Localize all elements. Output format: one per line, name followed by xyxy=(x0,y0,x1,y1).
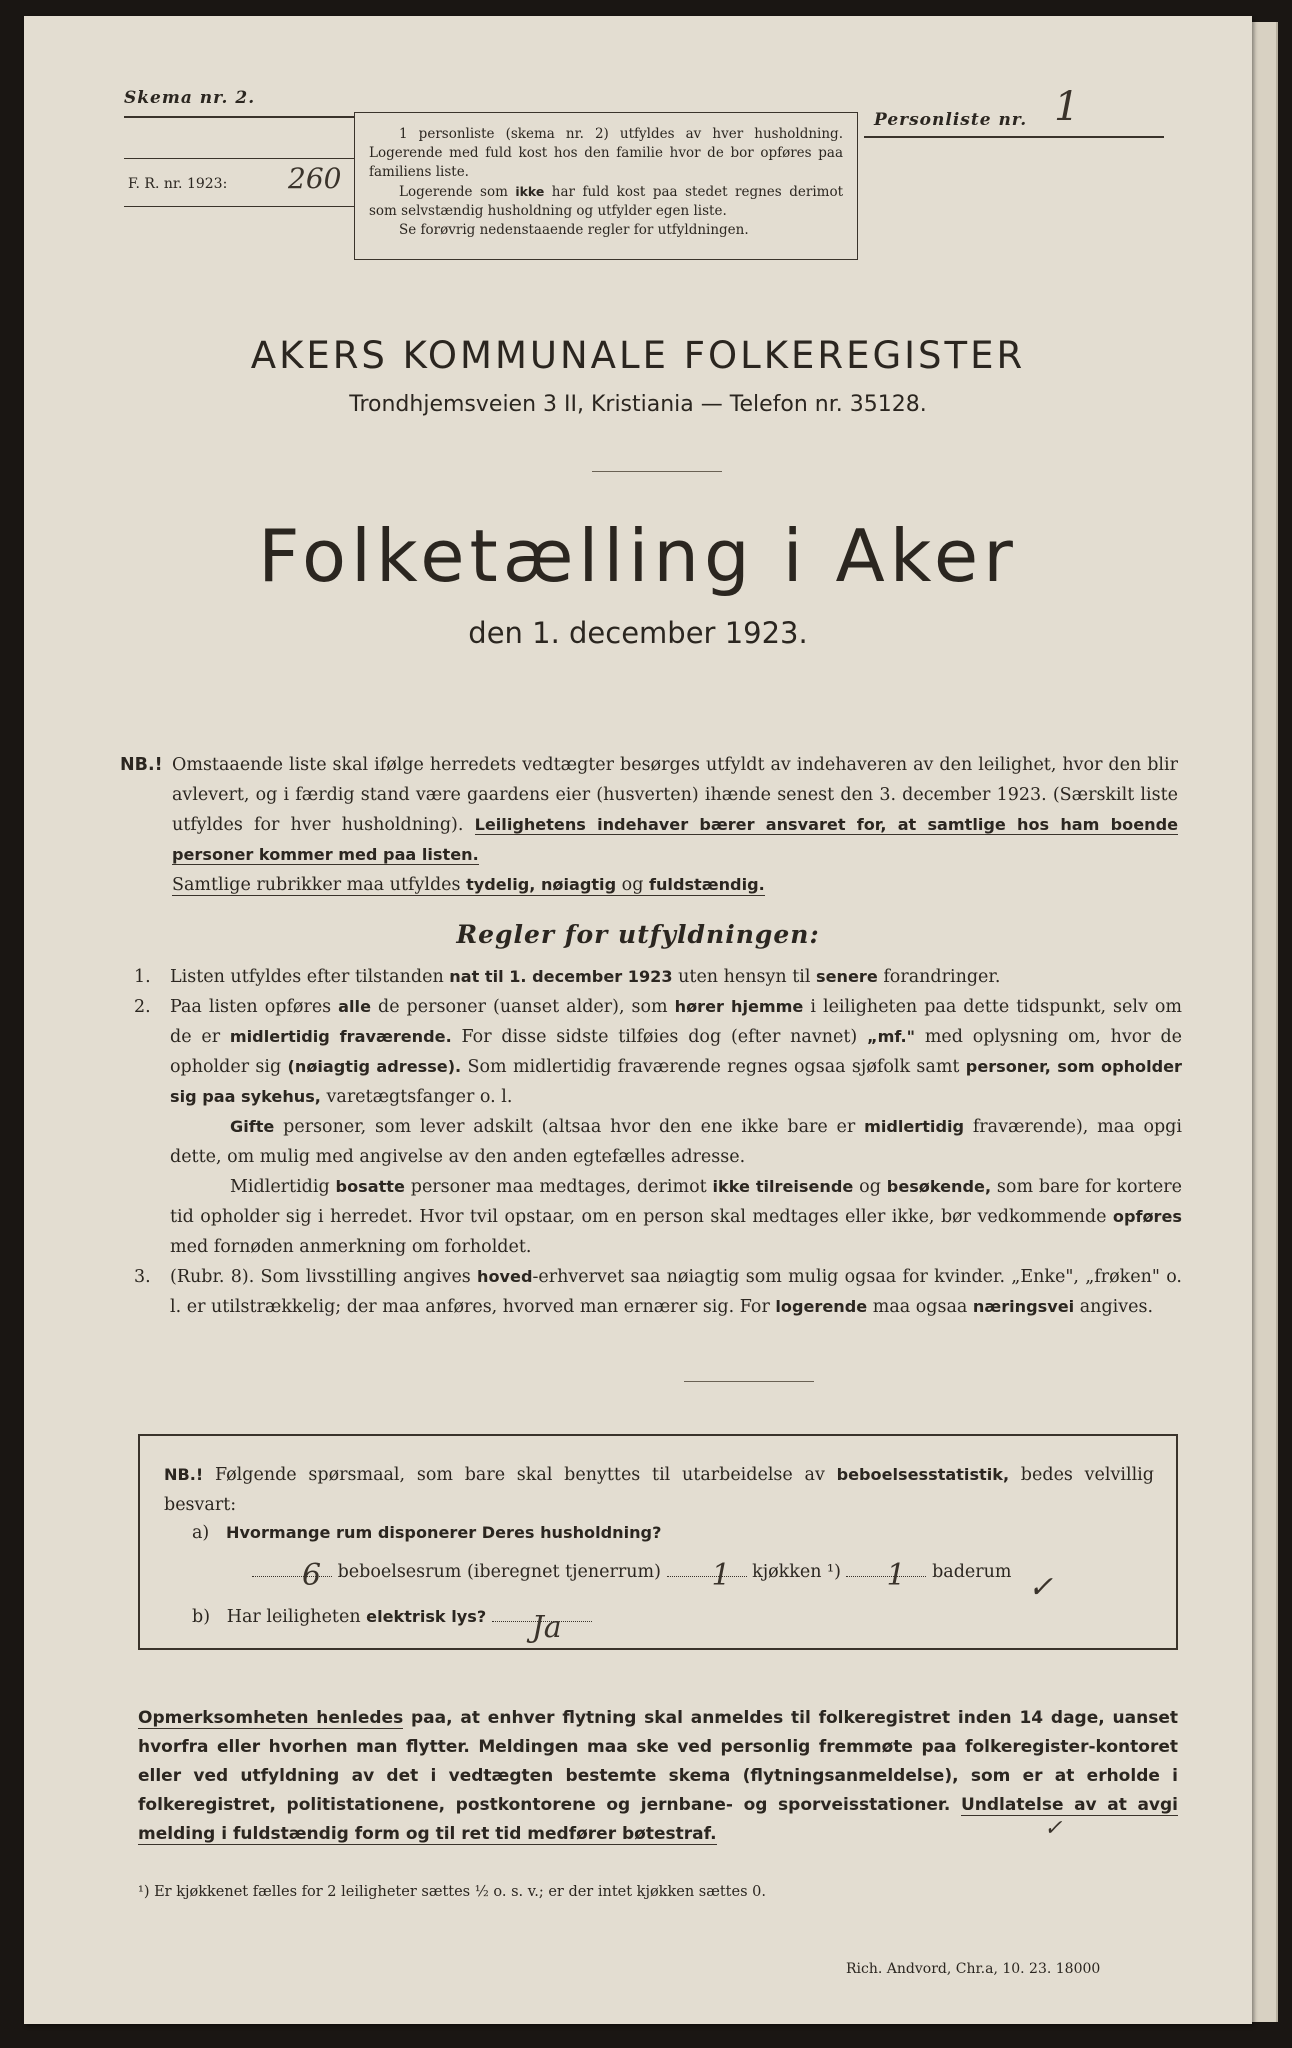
personliste-label: Personliste nr. xyxy=(874,110,1028,130)
question-a: a) Hvormange rum disponerer Deres husholdning? xyxy=(192,1523,662,1543)
census-form xyxy=(24,16,1252,2024)
box-paragraph: Se forøvrig nedenstaaende regler for utfyldningen. xyxy=(399,222,749,238)
bath-field[interactable]: 1 xyxy=(846,1576,926,1577)
printer-imprint: Rich. Andvord, Chr.a, 10. 23. 18000 xyxy=(846,1961,1101,1977)
rule-item: 1. Listen utfyldes efter tilstanden nat til 1. december 1923 uten hensyn til senere forandringer. xyxy=(134,967,1001,987)
footnote: ¹) Er kjøkkenet fælles for 2 leiligheter sættes ½ o. s. v.; er der intet kjøkken sættes 0. xyxy=(138,1884,766,1900)
rule-item: 2. Paa listen opføres alle de personer (uanset alder), som hører hjemme i leiligheten paa dette tidspunkt, selv om de er midlertidig fraværende. For disse sidste tilføies dog (efter navnet) „mf." med oplysning om, hvor de opholder sig (nøiagtig adresse). Som midlertidig fraværende regnes ogsaa sjøfolk samt personer, som opholder sig paa sykehus, varetægtsfanger o. l. Gifte personer, som lever adskilt (altsaa hvor den ene ikke bare er midlertidig fraværende), maa opgi dette, om mulig med angivelse av den anden egtefælles adresse. Midlertidig bosatte personer maa medtages, derimot ikke tilreisende og besøkende, som bare for kortere tid opholder sig i herredet. Hvor tvil opstaar, om en person skal medtages eller ikke, bør vedkommende opføres med fornøden anmerkning om forholdet. xyxy=(134,997,1183,1257)
questions-intro: NB.! Følgende spørsmaal, som bare skal benyttes til utarbeidelse av beboelsesstatistik, bedes velvillig besvart: xyxy=(164,1465,1154,1515)
question-b: b) Har leiligheten elektrisk lys? Ja xyxy=(192,1602,592,1632)
box-paragraph: Logerende som ikke har fuld kost paa stedet regnes derimot som selvstændig husholdning og utfylder egen liste. xyxy=(369,184,844,219)
divider xyxy=(124,158,354,159)
check-mark: ✓ xyxy=(1044,1816,1063,1841)
divider xyxy=(124,116,354,118)
rules-heading: Regler for utfyldningen: xyxy=(456,920,820,949)
personliste-value: 1 xyxy=(1054,84,1080,130)
rooms-answer-line: 6 beboelsesrum (iberegnet tjenerrum) 1 kjøkken ¹) 1 baderum xyxy=(252,1562,1052,1582)
census-date: den 1. december 1923. xyxy=(468,616,808,650)
divider xyxy=(684,1381,814,1382)
nb-notice xyxy=(120,750,1178,900)
kitchen-field[interactable]: 1 xyxy=(667,1576,747,1577)
check-mark: ✓ xyxy=(1028,1570,1054,1605)
electric-field[interactable]: Ja xyxy=(492,1621,592,1622)
rooms-field[interactable]: 6 xyxy=(252,1576,332,1577)
divider xyxy=(864,136,1164,138)
rule-item: 3. (Rubr. 8). Som livsstilling angives hoved-erhvervet saa nøiagtig som mulig ogsaa for kvinder. „Enke", „frøken" o. l. er utilstrækkelig; der maa anføres, hvorved man ernærer sig. For logerende maa ogsaa næringsvei angives. xyxy=(134,1267,1182,1317)
instructions-box xyxy=(354,112,858,260)
main-title: Folketælling i Aker xyxy=(258,514,1018,598)
fr-value: 260 xyxy=(288,162,342,195)
divider xyxy=(592,471,722,472)
org-address: Trondhjemsveien 3 II, Kristiania — Telefon nr. 35128. xyxy=(349,392,927,417)
divider xyxy=(124,206,354,207)
org-title: AKERS KOMMUNALE FOLKEREGISTER xyxy=(250,334,1026,377)
nb-text: Omstaaende liste skal ifølge herredets vedtægter besørges utfyldt av indehaveren av den leilighet, hvor den blir avlevert, og i færdig stand være gaardens eier (husverten) ihænde senest den 3. december 1923. (Særskilt liste utfyldes for hver husholdning). Leilighetens indehaver bærer ansvaret for, at samtlige hos ham boende personer kommer med paa listen. Samtlige rubrikker maa utfyldes tydelig, nøiagtig og fuldstændig. xyxy=(172,755,1179,895)
fr-label: F. R. nr. 1923: xyxy=(128,176,228,192)
box-paragraph: 1 personliste (skema nr. 2) utfyldes av hver husholdning. Logerende med fuld kost hos den familie hvor de bor opføres paa familiens liste. xyxy=(369,126,843,180)
rules-list xyxy=(134,962,1182,1322)
moving-notice: Opmerksomheten henledes paa, at enhver flytning skal anmeldes til folkeregistret inden 14 dage, uanset hvorfra eller hvorhen man flytter. Meldingen maa ske ved personlig fremmøte paa folkeregister-kontoret eller ved utfyldning av det i vedtægten bestemte skema (flytningsanmeldelse), som er at erholde i folkeregistret, politistationene, postkontorene og jernbane- og sporveisstationer. Undlatelse av at avgi melding i fuldstændig form og til ret tid medfører bøtestraf. xyxy=(138,1708,1178,1844)
nb-label: NB.! xyxy=(120,755,163,775)
skema-label: Skema nr. 2. xyxy=(124,88,256,108)
